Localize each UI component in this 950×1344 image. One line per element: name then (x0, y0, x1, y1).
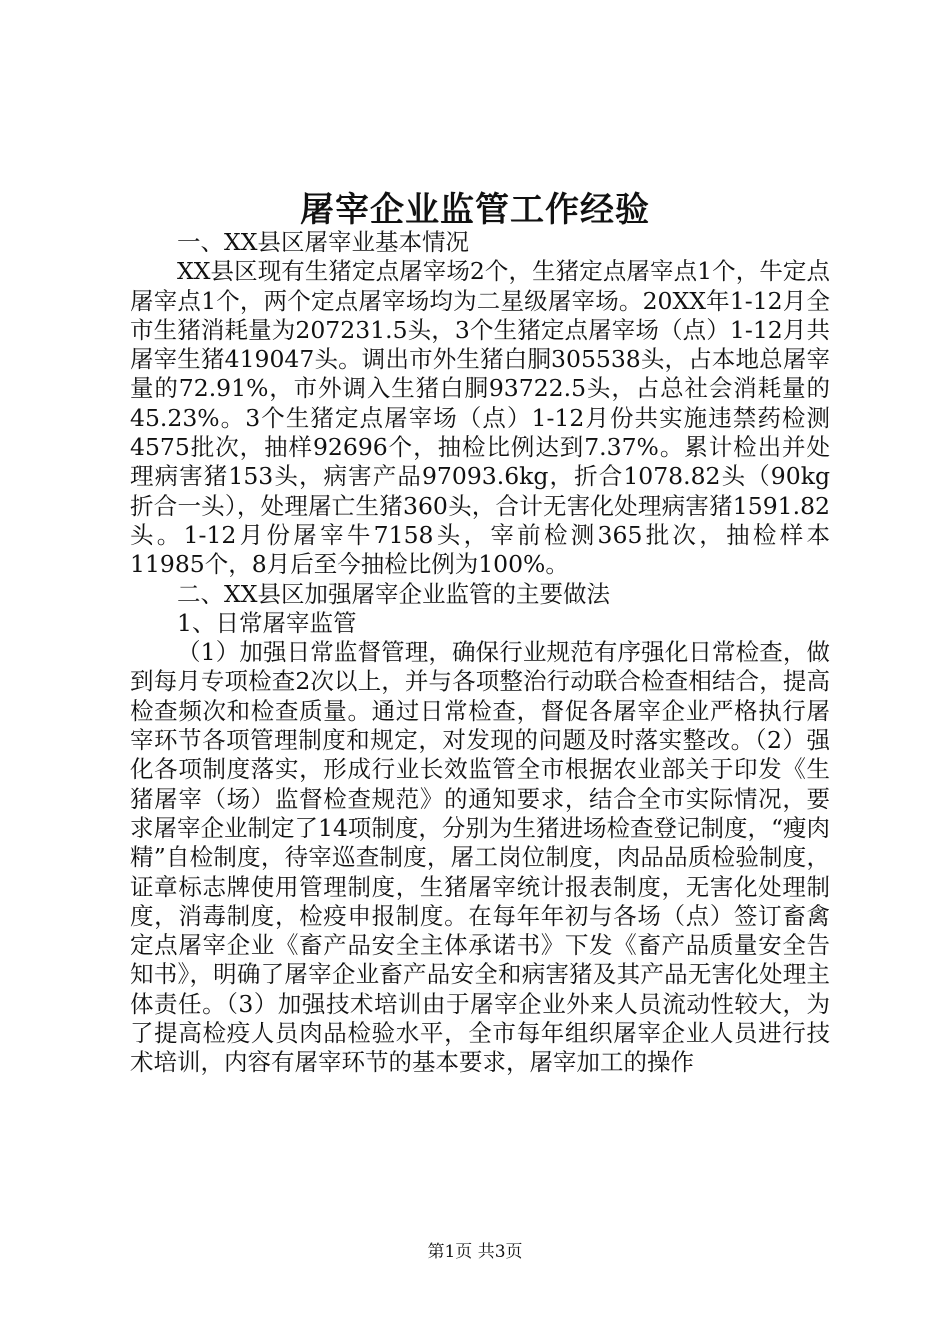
document-title: 屠宰企业监管工作经验 (300, 190, 650, 230)
section-heading-1: 一、XX县区屠宰业基本情况 (177, 228, 469, 256)
paragraph-daily-supervision: （1）加强日常监督管理，确保行业规范有序强化日常检查，做到每月专项检查2次以上，并与各项整治行动联合检查相结合，提高检查频次和检查质量。通过日常检查，督促各屠宰企业严格执行屠宰环节各项管理制度和规定，对发现的问题及时落实整改。（2）强化各项制度落实，形成行业长效监管全市根据农业部关于印发《生猪屠宰（场）监督检查规范》的通知要求，结合全市实际情况，要求屠宰企业制定了14项制度，分别为生猪进场检查登记制度，“瘦肉精”自检制度，待宰巡查制度，屠工岗位制度，肉品品质检验制度，证章标志牌使用管理制度，生猪屠宰统计报表制度，无害化处理制度，消毒制度，检疫申报制度。在每年年初与各场（点）签订畜禽定点屠宰企业《畜产品安全主体承诺书》下发《畜产品质量安全告知书》，明确了屠宰企业畜产品安全和病害猪及其产品无害化处理主体责任。（3）加强技术培训由于屠宰企业外来人员流动性较大，为了提高检疫人员肉品检验水平，全市每年组织屠宰企业人员进行技术培训，内容有屠宰环节的基本要求，屠宰加工的操作 (130, 638, 830, 1077)
paragraph-basic-situation: XX县区现有生猪定点屠宰场2个，生猪定点屠宰点1个，牛定点屠宰点1个，两个定点屠宰场均为二星级屠宰场。20XX年1-12月全市生猪消耗量为207231.5头，3个生猪定点屠宰场（点）1-12月共屠宰生猪419047头。调出市外生猪白胴305538头，占本地总屠宰量的72.91%，市外调入生猪白胴93722.5头，占总社会消耗量的45.23%。3个生猪定点屠宰场（点）1-12月份共实施违禁药检测4575批次，抽样92696个，抽检比例达到7.37%。累计检出并处理病害猪153头，病害产品97093.6kg，折合1078.82头（90kg折合一头），处理屠亡生猪360头，合计无害化处理病害猪1591.82头。1-12月份屠宰牛7158头，宰前检测365批次，抽检样本11985个，8月后至今抽检比例为100%。 (130, 257, 830, 579)
document-body (130, 228, 830, 1078)
subsection-heading-1: 1、日常屠宰监管 (177, 608, 357, 637)
page-footer: 第1页 共3页 (427, 1242, 523, 1262)
section-heading-2: 二、XX县区加强屠宰企业监管的主要做法 (177, 579, 610, 608)
